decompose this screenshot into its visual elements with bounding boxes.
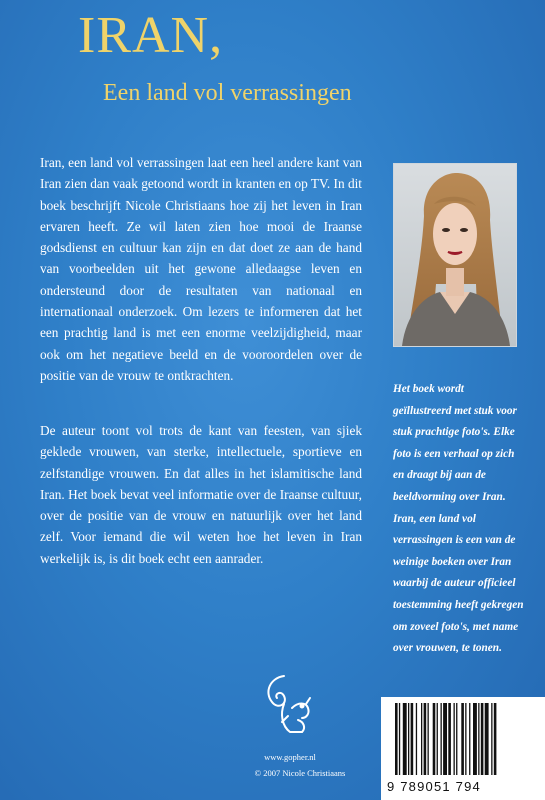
barcode-bar — [437, 703, 438, 775]
author-photo — [393, 163, 517, 347]
copyright-notice: © 2007 Nicole Christiaans — [254, 768, 346, 778]
squirrel-icon — [262, 670, 322, 745]
barcode-bar — [461, 703, 464, 775]
barcode-bar — [456, 703, 457, 775]
barcode-bar — [416, 703, 417, 775]
barcode-bar — [478, 703, 479, 775]
barcode-bar — [465, 703, 466, 775]
barcode-bar — [441, 703, 442, 775]
barcode-bar — [491, 703, 492, 775]
author-portrait-image — [394, 164, 516, 346]
barcode-bar — [408, 703, 409, 775]
barcode-bar — [433, 703, 436, 775]
barcode-bar — [421, 703, 422, 775]
barcode-bar — [428, 703, 429, 775]
description-paragraph-1: Iran, een land vol verrassingen laat een heel andere kant van Iran zien dan vaak getoond wordt in kranten en op TV. In dit boek beschrijft Nicole Christiaans hoe zij het leven in Iran ervaren heeft. Ze wil laten zien hoe mooi de Iraanse godsdienst en cultuur kan zijn en dat doet ze aan de hand van voorbeelden uit het gewone alledaagse leven en ondersteund door de resultaten van nationaal en internationaal onderzoek. Om lezers te informeren dat het een prachtig land is met een enorme veelzijdigheid, maar ook om het negatieve beeld en de vooroordelen over de positie van de vrouw te ontkrachten. — [40, 155, 362, 383]
barcode-bar — [395, 703, 398, 775]
book-title: IRAN, — [78, 7, 224, 64]
publisher-website: www.gopher.nl — [264, 752, 316, 762]
barcode-bar — [399, 703, 400, 775]
isbn-barcode — [381, 697, 545, 800]
barcode-bar — [424, 703, 427, 775]
barcode-bar — [485, 703, 489, 775]
barcode-bar — [454, 703, 455, 775]
book-subtitle: Een land vol verrassingen — [103, 80, 352, 106]
barcode-bar — [469, 703, 470, 775]
photo-caption: Het boek wordt geïllustreerd met stuk voor stuk prachtige foto's. Elke foto is een verhaal op zich en draagt bij aan de beeldvorming over Iran. Iran, een land vol verrassingen is een van de weinige boeken over Iran waarbij de auteur officieel toestemming heeft gekregen om zoveel foto's, met name over vrouwen, te tonen. — [393, 383, 524, 655]
publisher-logo — [262, 670, 322, 740]
description-paragraph-2: De auteur toont vol trots de kant van feesten, van sjiek geklede vrouwen, van sterke, intellectuele, sportieve en zelfstandige vrouwen. En dat alles in het islamitische land Iran. Het boek bevat veel informatie over de Iraanse cultuur, over de positie van de vrouw en natuurlijk over het land zelf. Voor iemand die wil weten hoe het leven in Iran werkelijk is, is dit boek echt een aanrader. — [40, 423, 362, 566]
barcode-bar — [411, 703, 414, 775]
barcode-bar — [494, 703, 497, 775]
barcode-bars — [381, 697, 545, 777]
barcode-bar — [403, 703, 407, 775]
barcode-bar — [481, 703, 484, 775]
barcode-bar — [448, 703, 451, 775]
barcode-bar — [443, 703, 447, 775]
barcode-bar — [473, 703, 477, 775]
barcode-number: 9 789051 794 — [387, 779, 481, 794]
